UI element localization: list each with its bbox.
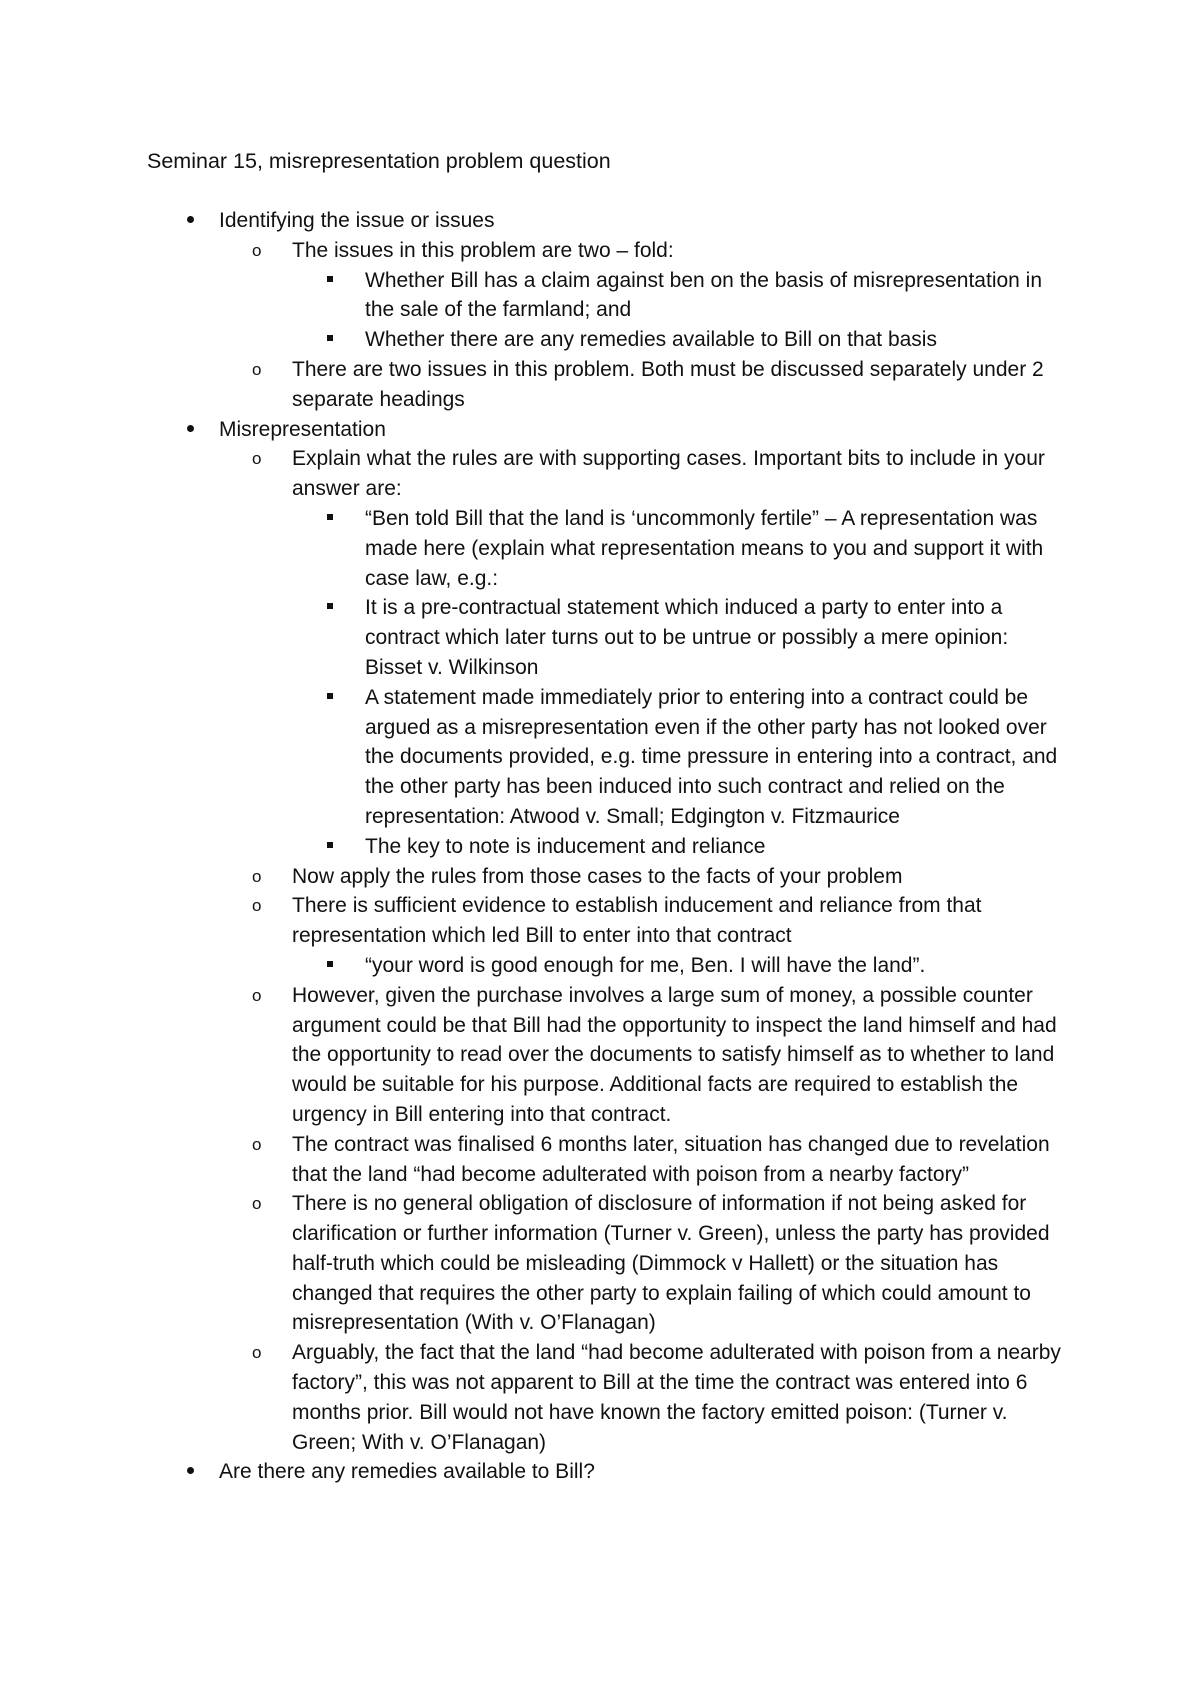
sub-item-text: However, given the purchase involves a large sum of money, a possible counter argument could be that Bill had the opportunity to inspect the land himself and had the opportunity to read over the documents to satisfy himself as to whether to land would be suitable for his purpose. Additional facts are required to establish the urgency in Bill entering into that contract. [292, 983, 1057, 1126]
circle-bullet-icon: o [252, 359, 262, 379]
sub-list [219, 236, 1069, 415]
point-list [292, 951, 1064, 981]
point-text: “Ben told Bill that the land is ‘uncommonly fertile” – A representation was made here (explain what representation means to you and support it with case law, e.g.: [365, 506, 1044, 590]
point-item [365, 325, 1065, 355]
bullet-icon [184, 415, 196, 445]
square-bullet-icon [327, 504, 333, 534]
square-bullet-icon [327, 951, 333, 981]
sub-item [252, 1338, 1064, 1457]
point-text: The key to note is inducement and reliance [365, 834, 766, 858]
point-text: Whether Bill has a claim against ben on the basis of misrepresentation in the sale of the farmland; and [365, 268, 1043, 322]
bullet-icon [184, 1457, 196, 1487]
point-item [365, 683, 1065, 832]
circle-bullet-icon: o [252, 866, 262, 886]
point-list [292, 266, 1064, 355]
point-item [365, 593, 1065, 682]
point-text: “your word is good enough for me, Ben. I will have the land”. [365, 953, 926, 977]
point-item [365, 832, 1065, 862]
sub-item [252, 355, 1064, 415]
sub-item [252, 236, 1064, 355]
sub-item [252, 1130, 1064, 1190]
circle-bullet-icon: o [252, 896, 262, 916]
square-bullet-icon [327, 593, 333, 623]
section-item [0, 206, 1069, 415]
section-item [0, 1457, 1069, 1487]
point-list [292, 504, 1064, 862]
point-item [365, 951, 1065, 981]
circle-bullet-icon: o [252, 1343, 262, 1363]
sub-item-text: The contract was finalised 6 months later, situation has changed due to revelation that the land “had become adulterated with poison from a nearby factory” [292, 1132, 1050, 1186]
page-title: Seminar 15, misrepresentation problem question [147, 149, 611, 173]
section-heading: Are there any remedies available to Bill? [219, 1460, 595, 1484]
sub-item-text: The issues in this problem are two – fold: [292, 238, 674, 262]
bullet-icon [184, 206, 196, 236]
section-heading: Identifying the issue or issues [219, 209, 495, 232]
square-bullet-icon [327, 832, 333, 862]
sub-item-text: Arguably, the fact that the land “had become adulterated with poison from a nearby factory”, this was not apparent to Bill at the time the contract was entered into 6 months prior. Bill would not have known the factory emitted poison: (Turner v. Green; With v. O’Flanagan) [292, 1341, 1061, 1454]
sub-item-text: There is no general obligation of disclosure of information if not being asked for clarification or further information (Turner v. Green), unless the party has provided half-truth which could be misleading (Dimmock v Hallett) or the situation has changed that requires the other party to explain failing of which could amount to misrepresentation (With v. O’Flanagan) [292, 1192, 1050, 1335]
circle-bullet-icon: o [252, 449, 262, 469]
circle-bullet-icon: o [252, 985, 262, 1005]
section-heading: Misrepresentation [219, 417, 386, 441]
sub-item [252, 444, 1064, 861]
sub-item-text: There is sufficient evidence to establish inducement and reliance from that representation which led Bill to enter into that contract [292, 894, 982, 948]
circle-bullet-icon: o [252, 1134, 262, 1154]
square-bullet-icon [327, 683, 333, 713]
point-item [365, 504, 1065, 593]
point-text: A statement made immediately prior to entering into a contract could be argued as a misrepresentation even if the other party has not looked over the documents provided, e.g. time pressure in entering into a contract, and the other party has been induced into such contract and relied on the representation: Atwood v. Small; Edgington v. Fitzmaurice [365, 685, 1058, 828]
point-item [365, 266, 1065, 326]
sub-item-text: Explain what the rules are with supporting cases. Important bits to include in your answer are: [292, 447, 1045, 501]
circle-bullet-icon: o [252, 240, 262, 260]
sub-list [219, 444, 1069, 1457]
sub-item [252, 862, 1064, 892]
point-text: It is a pre-contractual statement which induced a party to enter into a contract which later turns out to be untrue or possibly a mere opinion: Bisset v. Wilkinson [365, 596, 1009, 679]
sub-item [252, 891, 1064, 980]
section-item [0, 415, 1069, 1458]
sub-item [252, 1189, 1064, 1338]
sub-item-text: There are two issues in this problem. Both must be discussed separately under 2 separate headings [292, 357, 1044, 411]
circle-bullet-icon: o [252, 1194, 262, 1214]
point-text: Whether there are any remedies available to Bill on that basis [365, 328, 937, 352]
sub-item-text: Now apply the rules from those cases to the facts of your problem [292, 864, 903, 888]
sub-item [252, 981, 1064, 1130]
square-bullet-icon [327, 325, 333, 355]
outline-list [0, 206, 1200, 1487]
square-bullet-icon [327, 266, 333, 296]
